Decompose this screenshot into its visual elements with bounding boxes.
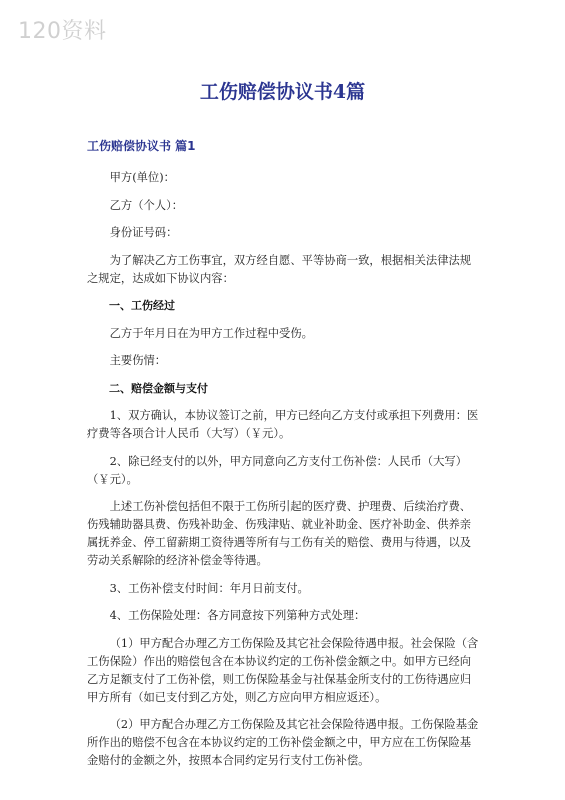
- clause-2: 2、除已经支付的以外，甲方同意向乙方支付工伤补偿：人民币（大写）（￥元）。: [87, 454, 467, 486]
- clause-4-option-2: （2）甲方配合办理乙方工伤保险及其它社会保险待遇申报。工伤保险基金所作出的赔偿不包含在本协议约定的工伤补偿金额之中，甲方应在工伤保险基金赔付的金额之外，按照本合同约定另行支付工伤补偿。: [87, 718, 479, 767]
- clause-4: 4、工伤保险处理：各方同意按下列第种方式处理：: [109, 609, 366, 622]
- section-heading-compensation: 二、赔偿金额与支付: [109, 381, 208, 395]
- clause-1: 1、双方确认，本协议签订之前，甲方已经向乙方支付或承担下列费用：医疗费等各项合计人民币（大写）（￥元）。: [87, 409, 479, 440]
- party-b-line: 乙方（个人）：: [109, 198, 184, 212]
- injury-condition-line: 主要伤情：: [109, 354, 167, 367]
- id-number-line: 身份证号码：: [109, 226, 178, 239]
- section-subtitle: 工伤赔偿协议书 篇1: [87, 139, 196, 153]
- section-heading-injury: 一、工伤经过: [109, 299, 175, 312]
- party-a-line: 甲方(单位)：: [109, 171, 175, 184]
- injury-date-line: 乙方于年月日在为甲方工作过程中受伤。: [109, 326, 313, 340]
- clause-3: 3、工伤补偿支付时间：年月日前支付。: [109, 581, 309, 595]
- preamble-paragraph: 为了解决乙方工伤事宜，双方经自愿、平等协商一致，根据相关法律法规之规定，达成如下协议内容：: [87, 253, 472, 285]
- clause-4-option-1: （1）甲方配合办理乙方工伤保险及其它社会保险待遇申报。社会保险（含工伤保险）作出的赔偿包含在本协议约定的工伤补偿金额之中。如甲方已经向乙方足额支付了工伤补偿，则工伤保险基金与社保基金所支付的工伤待遇应归甲方所有（如已支付到乙方处，则乙方应向甲方相应返还）。: [87, 636, 479, 704]
- document-title: 工伤赔偿协议书4篇: [199, 81, 366, 103]
- watermark-logo: 120资料: [18, 19, 107, 44]
- document-body: [87, 169, 482, 780]
- compensation-scope-paragraph: 上述工伤补偿包括但不限于工伤所引起的医疗费、护理费、后续治疗费、伤残辅助器具费、伤残补助金、伤残津贴、就业补助金、医疗补助金、供养亲属抚养金、停工留薪期工资待遇等所有与工伤有关的赔偿、费用与待遇，以及劳动关系解除的经济补偿金等待遇。: [87, 500, 472, 567]
